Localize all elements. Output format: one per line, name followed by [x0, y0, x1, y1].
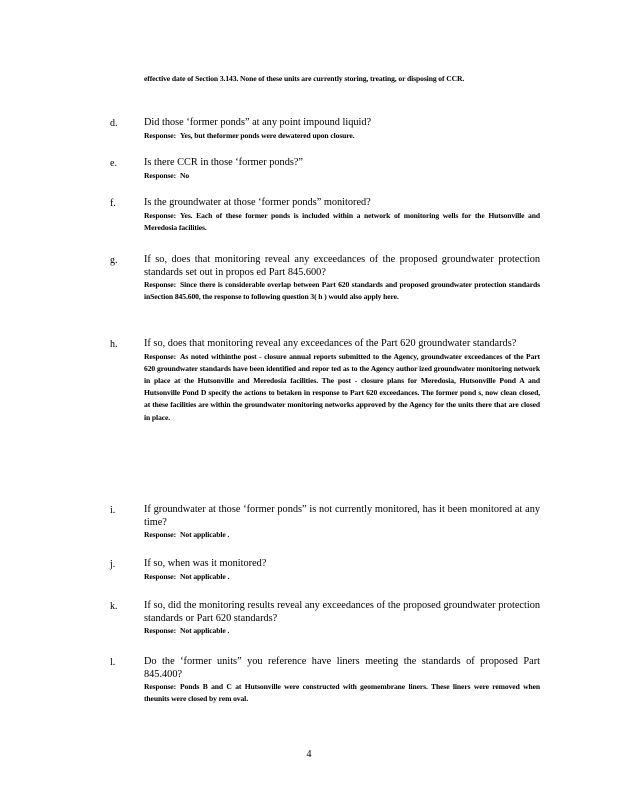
response-label: Response: [144, 571, 177, 581]
response-body: No [180, 170, 190, 180]
item-letter: j. [110, 559, 116, 570]
response-label: Response: [144, 530, 177, 539]
question-text: If so, does that monitoring reveal any exceedances of the proposed groundwater protection standards set out in propos ed Part 845.600? [144, 254, 540, 278]
item-letter: h. [110, 339, 118, 350]
item-letter: l. [110, 657, 116, 668]
question-item-i [110, 504, 540, 541]
continuation-text: effective date of Section 3.143. None of these units are currently storing, treating, or disposing of CCR. [144, 74, 465, 83]
response-label: Response: [144, 351, 177, 361]
response-label: Response: [144, 626, 177, 635]
response-body: Not applicable . [180, 571, 230, 581]
question-item-l [110, 656, 540, 705]
question-text: If so, does that monitoring reveal any exceedances of the Part 620 groundwater standards? [144, 338, 517, 349]
response-body: Yes. Each of these former ponds is included within a network of monitoring wells for the Hutsonville and Meredosia facilities. [144, 210, 540, 232]
response-body: Since there is considerable overlap between Part 620 standards and proposed groundwater protection standards inSection 845.600, the response to following question 3( h ) would also apply here. [144, 280, 540, 302]
question-item-d [110, 117, 540, 142]
item-letter: k. [110, 601, 118, 612]
response-label: Response: [144, 130, 177, 140]
response-text [144, 279, 540, 303]
response-label: Response: [144, 210, 177, 220]
response-text [144, 130, 540, 142]
item-letter: d. [110, 118, 118, 129]
response-label: Response: [144, 170, 177, 180]
response-text [144, 529, 540, 541]
question-item-j [110, 558, 540, 583]
question-item-h [110, 338, 540, 424]
question-text: If so, when was it monitored? [144, 558, 267, 569]
response-body: Not applicable . [180, 626, 230, 635]
question-text: Did those ‘former ponds” at any point impound liquid? [144, 117, 372, 128]
response-text [144, 625, 540, 637]
question-item-k [110, 600, 540, 637]
response-text [144, 681, 540, 705]
response-label: Response: [144, 280, 177, 289]
item-letter: e. [110, 158, 117, 169]
question-item-e [110, 157, 540, 182]
question-text: Is the groundwater at those ‘former ponds” monitored? [144, 197, 371, 208]
page-number: 4 [306, 749, 312, 760]
response-label: Response: [144, 682, 177, 691]
item-letter: f. [110, 198, 116, 209]
response-body: Yes, but theformer ponds were dewatered upon closure. [180, 130, 355, 140]
response-body: Ponds B and C at Hutsonville were constructed with geomembrane liners. These liners were removed when theunits were closed by rem oval. [144, 682, 540, 704]
question-text: Is there CCR in those ‘former ponds?” [144, 157, 303, 168]
question-text: If so, did the monitoring results reveal any exceedances of the proposed groundwater protection standards or Part 620 standards? [144, 600, 540, 624]
question-item-g [110, 254, 540, 303]
response-text [144, 571, 540, 583]
question-item-f [110, 197, 540, 234]
response-text [144, 210, 540, 234]
question-text: If groundwater at those ‘former ponds” is not currently monitored, has it been monitored at any time? [144, 504, 540, 528]
response-body: As noted withinthe post - closure annual reports submitted to the Agency, groundwater exceedances of the Part 620 groundwater standards have been identified and repor ted as to the Agency author ized groundwater monitoring network in place at the Hutsonville and Meredosia facilities. The post - closure plans for Meredosia, Hutsonville Pond A and Hutsonville Pond D specify the actions to betaken in response to Part 620 exceedances. The former pond s, now clean closed, at these facilities are within the groundwater monitoring networks approved by the Agency for the units there that are closed in place. [144, 351, 540, 422]
item-letter: g. [110, 255, 118, 266]
item-letter: i. [110, 505, 116, 516]
response-body: Not applicable . [180, 530, 230, 539]
question-text: Do the ‘former units” you reference have liners meeting the standards of proposed Part 845.400? [144, 656, 540, 680]
response-text [144, 170, 540, 182]
response-text [144, 351, 540, 424]
